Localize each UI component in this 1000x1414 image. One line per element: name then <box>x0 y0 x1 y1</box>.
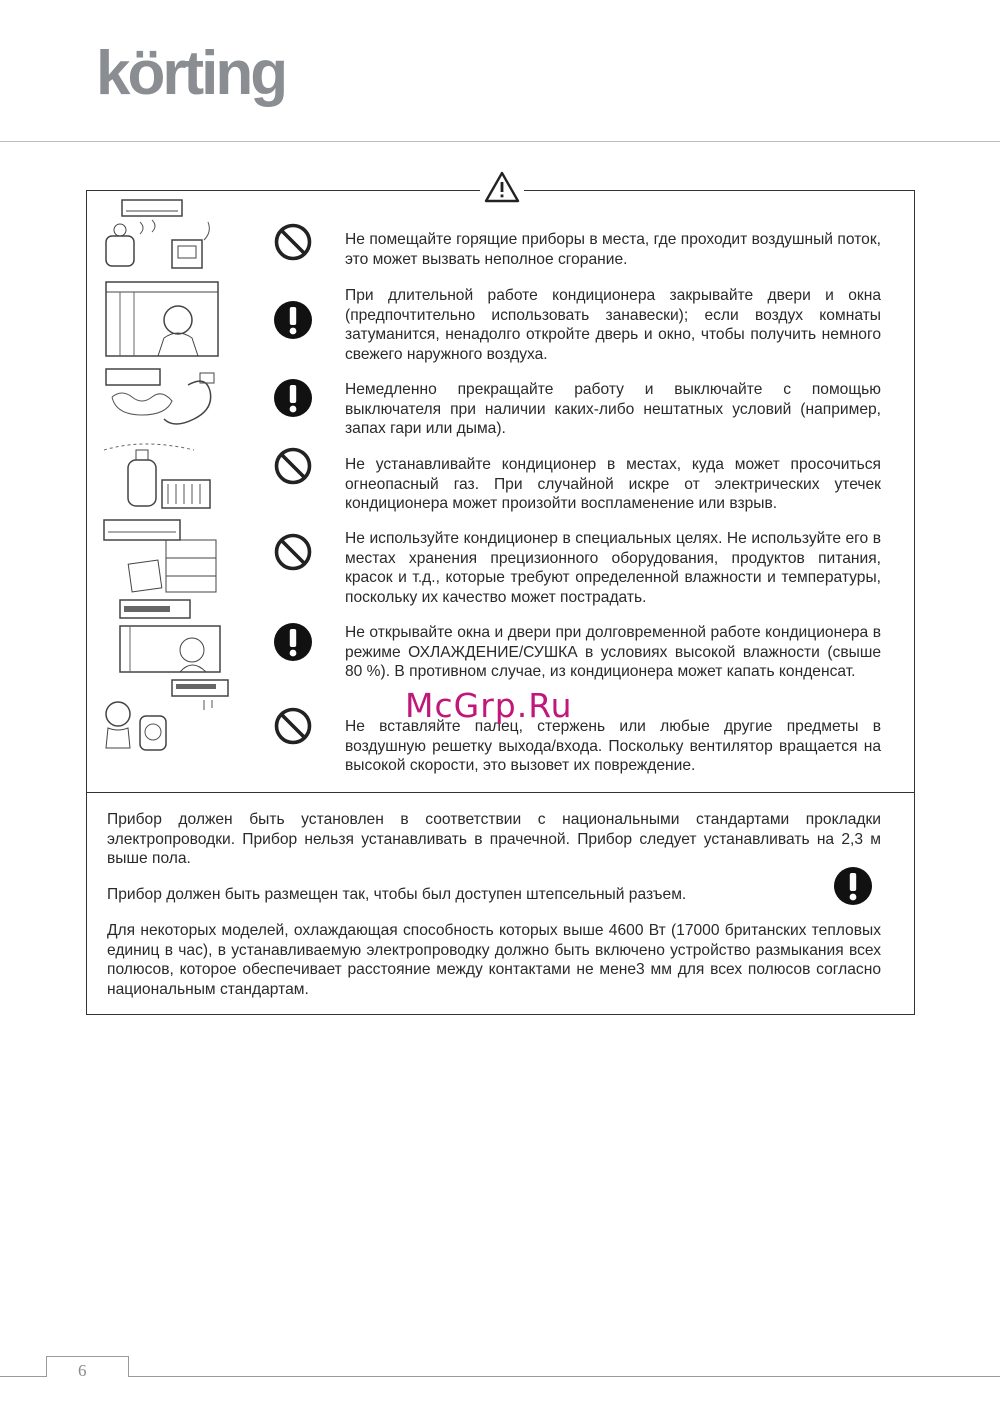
mandatory-icon <box>273 300 313 340</box>
section-divider <box>86 792 915 793</box>
safety-item-text: При длительной работе кондиционера закрывайте двери и окна (предпочтительно использовать занавески); если воздух комнаты затуманится, ненадолго откройте дверь и окно, чтобы получить немного свежего наружного воздуха. <box>345 287 881 363</box>
child-fingers-illustration <box>100 676 230 756</box>
page-tab <box>46 1356 129 1377</box>
prohibited-icon <box>273 446 313 486</box>
safety-item-text: Не открывайте окна и двери при долговременной работе кондиционера в режиме ОХЛАЖДЕНИЕ/СУШКА в условиях высокой влажности (свыше 80 %). В противном случае, из кондиционера может капать конденсат. <box>345 624 881 681</box>
safety-item-text: Не используйте кондиционер в специальных целях. Не используйте его в местах хранения прецизионного оборудования, продуктов питания, красок и т.д., которые требуют определенной влажности и температуры, поскольку их качество может пострадать. <box>345 530 881 606</box>
brand-logo: körting <box>96 39 286 108</box>
prohibited-icon <box>273 532 313 572</box>
header-divider <box>0 141 1000 142</box>
watermark: McGrp.Ru <box>405 686 573 725</box>
safety-item-text: Не вставляйте палец, стержень или любые другие предметы в воздушную решетку выхода/входа. Поскольку вентилятор вращается на высокой скорости, это вызовет их повреждение. <box>345 718 881 775</box>
room-window-illustration <box>100 280 230 360</box>
storage-boxes-illustration <box>100 516 230 596</box>
mandatory-icon <box>833 866 873 906</box>
mandatory-icon <box>273 622 313 662</box>
install-paragraph: Прибор должен быть размещен так, чтобы был доступен штепсельный разъем. <box>107 886 687 903</box>
prohibited-icon <box>273 222 313 262</box>
open-window-illustration <box>100 596 230 676</box>
page-number: 6 <box>78 1361 87 1380</box>
warning-triangle-icon <box>484 171 520 203</box>
install-paragraph: Для некоторых моделей, охлаждающая способность которых выше 4600 Вт (17000 британских тепловых единиц в час), в устанавливаемую электропроводку должно быть включено устройство размыкания всех полюсов, которое обеспечивает расстояние между контактами не мене3 мм для всех полюсов согласно национальным стандартам. <box>107 922 881 998</box>
safety-item-text: Немедленно прекращайте работу и выключайте с помощью выключателя при наличии каких-либо нештатных условий (например, запах гари или дыма). <box>345 381 881 438</box>
gas-leak-illustration <box>100 436 230 516</box>
smoke-switch-illustration <box>100 365 230 445</box>
install-paragraph: Прибор должен быть установлен в соответствии с национальными стандартами прокладки электропроводки. Прибор нельзя устанавливать в прачечной. Прибор следует устанавливать на 2,3 м выше пола. <box>107 811 881 868</box>
mandatory-icon <box>273 378 313 418</box>
prohibited-icon <box>273 706 313 746</box>
safety-item-text: Не устанавливайте кондиционер в местах, куда может просочиться огнеопасный газ. При случайной искре от электрических утечек кондиционера может произойти воспламенение или взрыв. <box>345 456 881 513</box>
footer-divider <box>0 1376 1000 1377</box>
burning-appliance-illustration <box>100 196 230 276</box>
safety-item-text: Не помещайте горящие приборы в места, где проходит воздушный поток, это может вызвать неполное сгорание. <box>345 231 881 268</box>
